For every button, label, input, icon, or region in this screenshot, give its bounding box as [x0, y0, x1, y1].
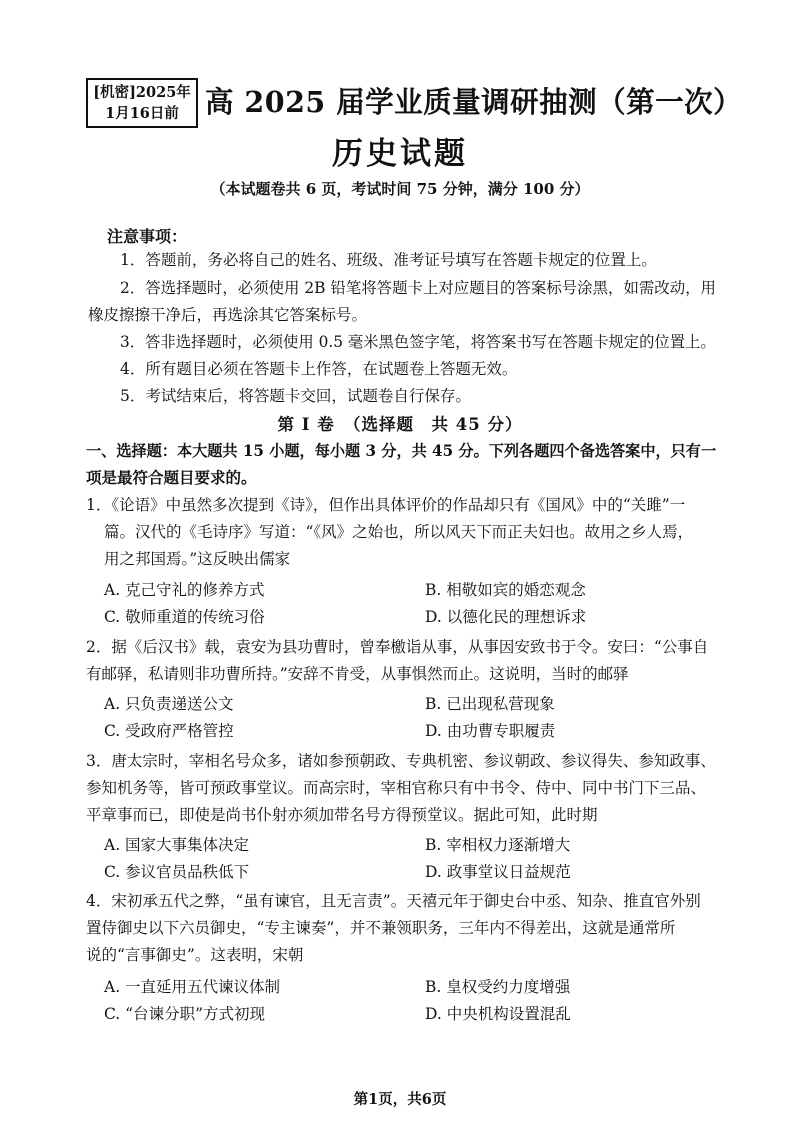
notice-heading: 注意事项： — [107, 227, 188, 246]
notice-line-5: 5．考试结束后，将答题卡交回，试题卷自行保存。 — [120, 387, 471, 405]
question-2-line-2: 有邮驿，私请则非功曹所持。”安辞不肯受，从事惧然而止。这说明，当时的邮驿 — [86, 665, 629, 683]
section-title: 第 I 卷 （选择题 共 45 分） — [277, 415, 523, 434]
question-1-option-d: D. 以德化民的理想诉求 — [425, 608, 587, 626]
notice-line-1: 1．答题前，务必将自己的姓名、班级、准考证号填写在答题卡规定的位置上。 — [120, 251, 657, 269]
section-instruction-1: 一、选择题：本大题共 15 小题，每小题 3 分，共 45 分。下列各题四个备选答案中，只有一 — [86, 441, 717, 460]
question-3-option-c: C. 参议官员品秩低下 — [104, 863, 250, 881]
page-number: 第1页，共6页 — [353, 1091, 447, 1108]
question-1-line-3: 用之邦国焉。”这反映出儒家 — [104, 550, 291, 568]
question-2-line-1: 2．据《后汉书》载，袁安为县功曹时，曾奉檄诣从事，从事因安致书于令。安曰：“公事自 — [86, 638, 709, 656]
question-1-option-c: C. 敬师重道的传统习俗 — [104, 608, 265, 626]
question-3-line-1: 3．唐太宗时，宰相名号众多，诸如参预朝政、专典机密、参议朝政、参议得失、参知政事、 — [86, 752, 716, 770]
question-3-line-2: 参知机务等，皆可预政事堂议。而高宗时，宰相官称只有中书令、侍中、同中书门下三品、 — [86, 779, 707, 797]
question-1-option-b: B. 相敬如宾的婚恋观念 — [425, 581, 586, 599]
question-3-option-b: B. 宰相权力逐渐增大 — [425, 836, 571, 854]
question-1-line-2: 篇。汉代的《毛诗序》写道：“《风》之始也，所以风天下而正夫妇也。故用之乡人焉， — [104, 523, 694, 541]
confidential-stamp — [86, 78, 198, 128]
question-2-option-a: A. 只负责递送公文 — [104, 695, 234, 713]
notice-line-2-cont: 橡皮擦擦干净后，再选涂其它答案标号。 — [88, 306, 368, 324]
question-4-line-2: 置侍御史以下六员御史，“专主谏奏”，并不兼领职务，三年内不得差出，这就是通常所 — [86, 919, 676, 937]
question-2-option-c: C. 受政府严格管控 — [104, 722, 234, 740]
question-3-option-d: D. 政事堂议日益规范 — [425, 863, 571, 881]
section-instruction-2: 项是最符合题目要求的。 — [86, 468, 257, 487]
question-1-option-a: A. 克己守礼的修养方式 — [104, 581, 265, 599]
question-3-option-a: A. 国家大事集体决定 — [104, 836, 250, 854]
notice-line-3: 3．答非选择题时，必须使用 0.5 毫米黑色签字笔，将答案书写在答题卡规定的位置上。 — [120, 333, 716, 351]
exam-title: 高 2025 届学业质量调研抽测（第一次） — [205, 85, 743, 119]
confidential-line-1: [机密]2025年 — [93, 84, 191, 101]
question-4-line-3: 说的“言事御史”。这表明，宋朝 — [86, 946, 304, 964]
question-2-option-d: D. 由功曹专职履责 — [425, 722, 556, 740]
question-4-line-1: 4．宋初承五代之弊，“虽有谏官，且无言责”。天禧元年于御史台中丞、知杂、推直官外别 — [86, 892, 701, 910]
question-2-option-b: B. 已出现私营现象 — [425, 695, 555, 713]
question-4-option-c: C. “台谏分职”方式初现 — [104, 1005, 266, 1023]
question-4-option-d: D. 中央机构设置混乱 — [425, 1005, 571, 1023]
subject-title: 历史试题 — [332, 136, 468, 172]
notice-line-4: 4．所有题目必须在答题卡上作答，在试题卷上答题无效。 — [120, 360, 518, 378]
question-4-option-a: A. 一直延用五代谏议体制 — [104, 978, 281, 996]
question-4-option-b: B. 皇权受约力度增强 — [425, 978, 571, 996]
notice-line-2: 2．答选择题时，必须使用 2B 铅笔将答题卡上对应题目的答案标号涂黑，如需改动，用 — [120, 279, 716, 297]
question-1-line-1: 1．《论语》中虽然多次提到《诗》，但作出具体评价的作品却只有《国风》中的“关雎”一 — [86, 496, 686, 514]
confidential-line-2: 1月16日前 — [105, 105, 179, 122]
question-3-line-3: 平章事而已，即使是尚书仆射亦须加带名号方得预堂议。据此可知，此时期 — [86, 806, 598, 824]
exam-scope: （本试题卷共 6 页，考试时间 75 分钟，满分 100 分） — [210, 180, 590, 198]
